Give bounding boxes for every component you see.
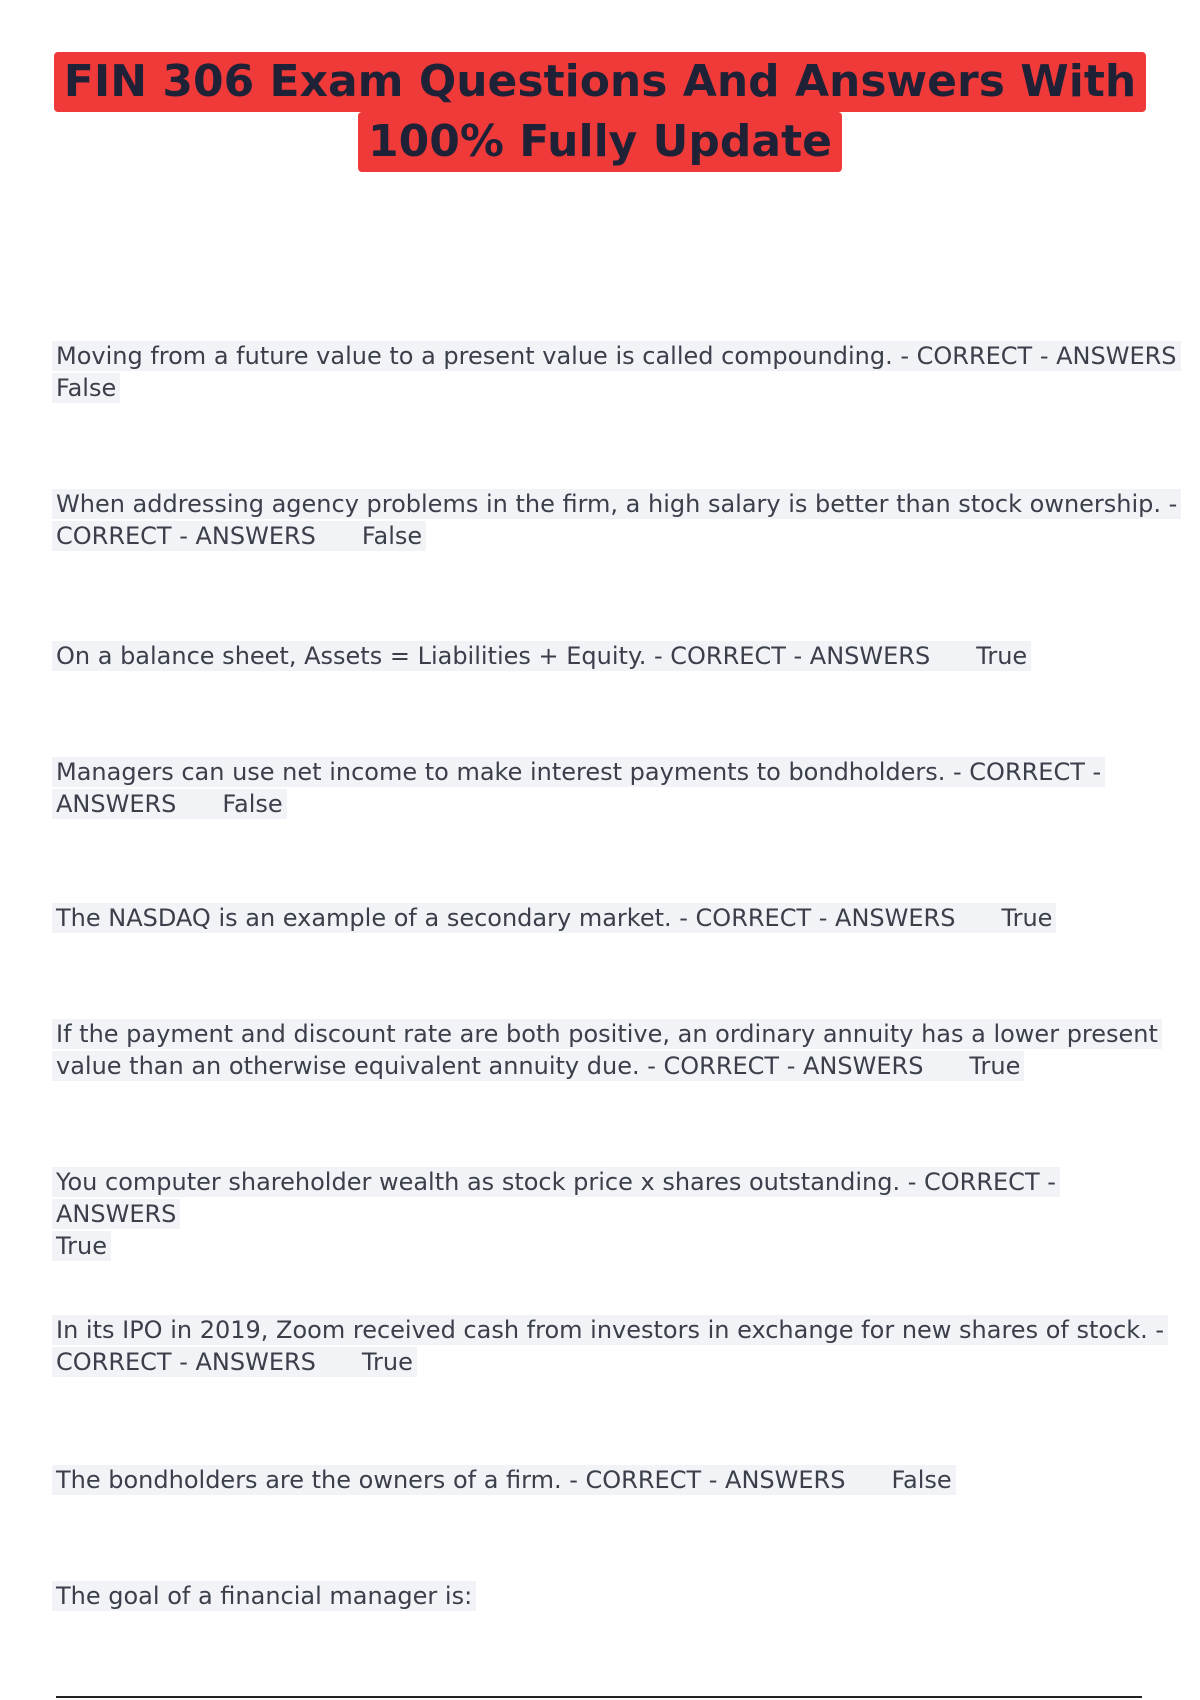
question-item xyxy=(52,640,1182,672)
question-text: The bondholders are the owners of a firm. - CORRECT - ANSWERS xyxy=(56,1466,846,1494)
question-text-continued: CORRECT - ANSWERS xyxy=(56,522,316,550)
title-line-1: FIN 306 Exam Questions And Answers With xyxy=(54,52,1146,112)
question-text: You computer shareholder wealth as stock price x shares outstanding. - CORRECT - ANSWERS xyxy=(56,1168,1056,1228)
question-item xyxy=(52,1018,1182,1082)
question-text: Managers can use net income to make interest payments to bondholders. - CORRECT - xyxy=(56,758,1102,786)
question-text-continued: value than an otherwise equivalent annuity due. - CORRECT - ANSWERS xyxy=(56,1052,924,1080)
question-text: On a balance sheet, Assets = Liabilities + Equity. - CORRECT - ANSWERS xyxy=(56,642,931,670)
answer-text: True xyxy=(969,1052,1021,1080)
question-text-continued: CORRECT - ANSWERS xyxy=(56,1348,316,1376)
question-text: Moving from a future value to a present value is called compounding. - CORRECT - ANSWERS xyxy=(56,342,1177,370)
question-item xyxy=(52,756,1182,820)
question-text: The goal of a financial manager is: xyxy=(56,1582,473,1610)
question-item xyxy=(52,1464,1182,1496)
question-text: In its IPO in 2019, Zoom received cash from investors in exchange for new shares of stock. - xyxy=(56,1316,1165,1344)
divider xyxy=(56,1696,1142,1698)
answer-text: True xyxy=(56,1232,107,1260)
question-text: The NASDAQ is an example of a secondary market. - CORRECT - ANSWERS xyxy=(56,904,956,932)
question-text: When addressing agency problems in the firm, a high salary is better than stock ownership. - xyxy=(56,490,1178,518)
question-item xyxy=(52,340,1182,404)
question-text: If the payment and discount rate are both positive, an ordinary annuity has a lower present xyxy=(56,1020,1158,1048)
answer-text: True xyxy=(361,1348,413,1376)
answer-text: False xyxy=(891,1466,952,1494)
answer-text: True xyxy=(1001,904,1053,932)
answer-text: True xyxy=(976,642,1028,670)
answer-text: False xyxy=(222,790,283,818)
question-item xyxy=(52,902,1182,934)
question-text-continued: ANSWERS xyxy=(56,790,177,818)
document-title xyxy=(0,52,1200,172)
title-line-2: 100% Fully Update xyxy=(358,112,842,172)
question-item xyxy=(52,488,1182,552)
question-item xyxy=(52,1314,1182,1378)
answer-text: False xyxy=(361,522,423,550)
question-item xyxy=(52,1166,1182,1262)
question-item xyxy=(52,1580,1182,1612)
answer-text: False xyxy=(56,374,117,402)
